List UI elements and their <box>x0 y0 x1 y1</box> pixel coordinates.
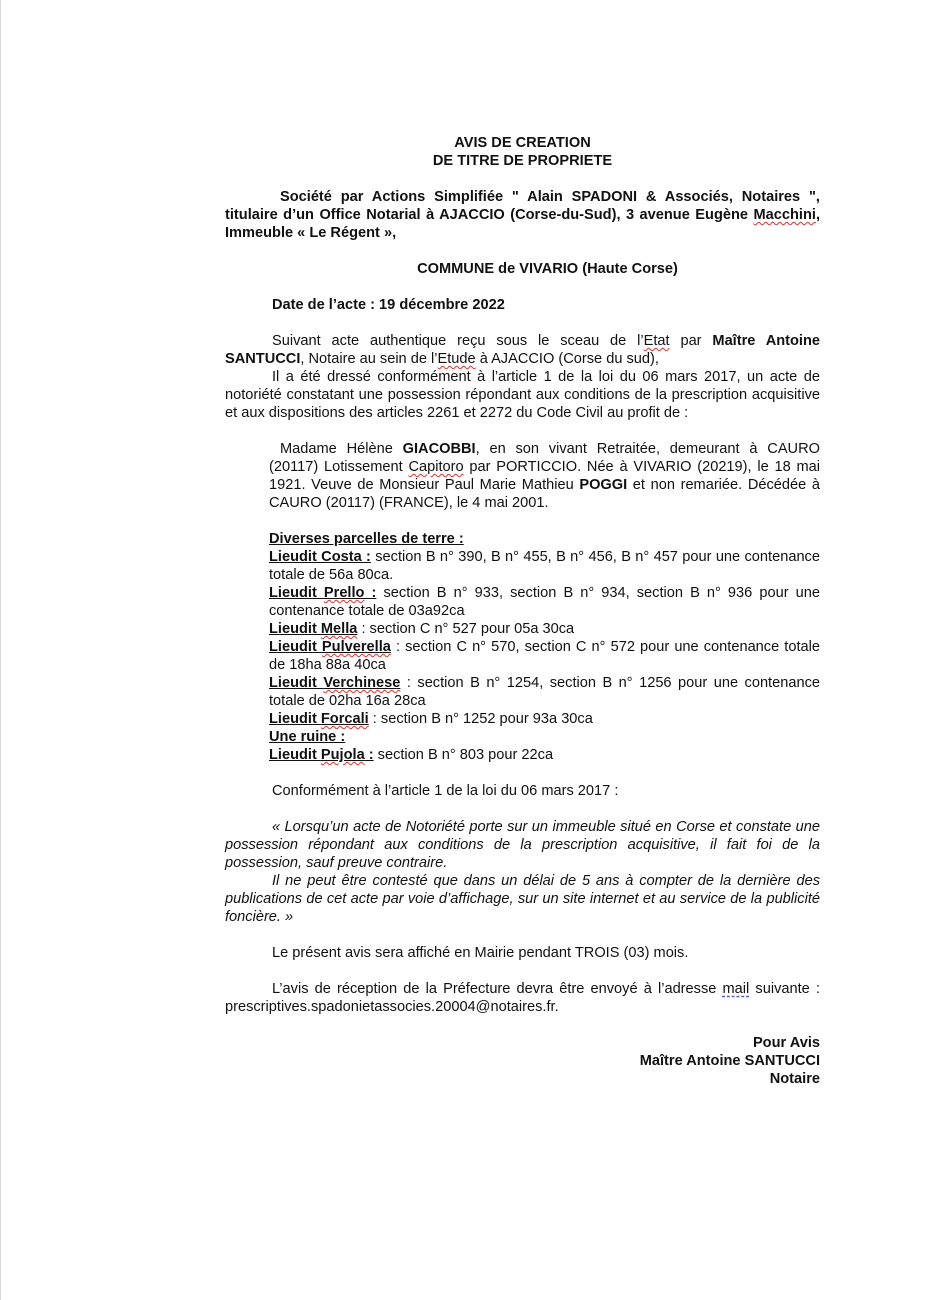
reception-paragraph: L’avis de réception de la Préfecture devra être envoyé à l’adresse mail suivante : prescriptives.spadonietassocies.20004@notaires.fr. <box>225 981 820 1015</box>
signature-line-1: Pour Avis <box>752 1035 820 1051</box>
title-line-2: DE TITRE DE PROPRIETE <box>432 153 613 169</box>
parcels-list <box>225 530 820 764</box>
acte-paragraph-1: Suivant acte authentique reçu sous le sceau de l’Etat par Maître Antoine SANTUCCI, Notaire au sein de l’Etude à AJACCIO (Corse du sud), <box>225 333 821 367</box>
quote-paragraph-1: « Lorsqu’un acte de Notoriété porte sur un immeuble situé en Corse et constate une possession répondant aux conditions de la prescription acquisitive, il fait foi de la possession, sauf preuve contraire. <box>225 819 820 871</box>
signature-block <box>225 1034 820 1088</box>
parcel-verchinese: Lieudit Verchinese : section B n° 1254, section B n° 1256 pour une contenance totale de 02ha 16a 28ca <box>269 675 820 709</box>
parcel-prello: Lieudit Prello : section B n° 933, section B n° 934, section B n° 936 pour une contenance totale de 03a92ca <box>269 585 820 619</box>
company-paragraph: Société par Actions Simplifiée " Alain SPADONI & Associés, Notaires ", titulaire d’un Office Notarial à AJACCIO (Corse-du-Sud), 3 avenue Eugène Macchini, Immeuble « Le Régent », <box>225 189 820 241</box>
affichage-line: Le présent avis sera affiché en Mairie pendant TROIS (03) mois. <box>272 945 689 961</box>
spellcheck-word: Etat <box>643 333 670 349</box>
commune-heading: COMMUNE de VIVARIO (Haute Corse) <box>417 261 678 277</box>
parcels-heading: Diverses parcelles de terre : <box>269 531 464 547</box>
parcel-costa: Lieudit Costa : section B n° 390, B n° 455, B n° 456, B n° 457 pour une contenance totale de 56a 80ca. <box>269 549 820 583</box>
parcel-pujola: Lieudit Pujola : section B n° 803 pour 22ca <box>269 747 554 763</box>
document-title <box>225 134 820 170</box>
owner-paragraph: Madame Hélène GIACOBBI, en son vivant Retraitée, demeurant à CAURO (20117) Lotissement Capitoro par PORTICCIO. Née à VIVARIO (20219), le 18 mai 1921. Veuve de Monsieur Paul Marie Mathieu POGGI et non remariée. Décédée à CAURO (20117) (FRANCE), le 4 mai 2001. <box>269 441 821 511</box>
grammar-mark-word: mail <box>722 981 750 997</box>
conformement-line: Conformément à l’article 1 de la loi du 06 mars 2017 : <box>272 783 619 799</box>
parcel-mella: Lieudit Mella : section C n° 527 pour 05a 30ca <box>269 621 575 637</box>
document-body <box>225 134 820 1088</box>
owner-surname: GIACOBBI <box>402 441 476 457</box>
title-line-1: AVIS DE CREATION <box>454 135 591 151</box>
parcel-forcali: Lieudit Forcali : section B n° 1252 pour 93a 30ca <box>269 711 593 727</box>
signature-line-3: Notaire <box>769 1071 820 1087</box>
parcel-pulverella: Lieudit Pulverella : section C n° 570, section C n° 572 pour une contenance totale de 18ha 88a 40ca <box>269 639 820 673</box>
date-acte: Date de l’acte : 19 décembre 2022 <box>272 297 505 313</box>
spouse-surname: POGGI <box>579 477 628 493</box>
quote-paragraph-2: Il ne peut être contesté que dans un délai de 5 ans à compter de la dernière des publications de cet acte par voie d’affichage, sur un site internet et au service de la publicité foncière. » <box>225 873 820 925</box>
signature-line-2: Maître Antoine SANTUCCI <box>639 1053 820 1069</box>
spellcheck-word: Macchini <box>753 207 816 223</box>
acte-paragraph-2: Il a été dressé conformément à l’article 1 de la loi du 06 mars 2017, un acte de notoriété constatant une possession répondant aux conditions de la prescription acquisitive et aux dispositions des articles 2261 et 2272 du Code Civil au profit de : <box>225 369 820 421</box>
ruine-heading: Une ruine : <box>269 729 346 745</box>
spellcheck-word: Etude <box>437 351 476 367</box>
notary-name: Maître Antoine SANTUCCI <box>225 333 821 367</box>
spellcheck-word: Capitoro <box>408 459 464 475</box>
